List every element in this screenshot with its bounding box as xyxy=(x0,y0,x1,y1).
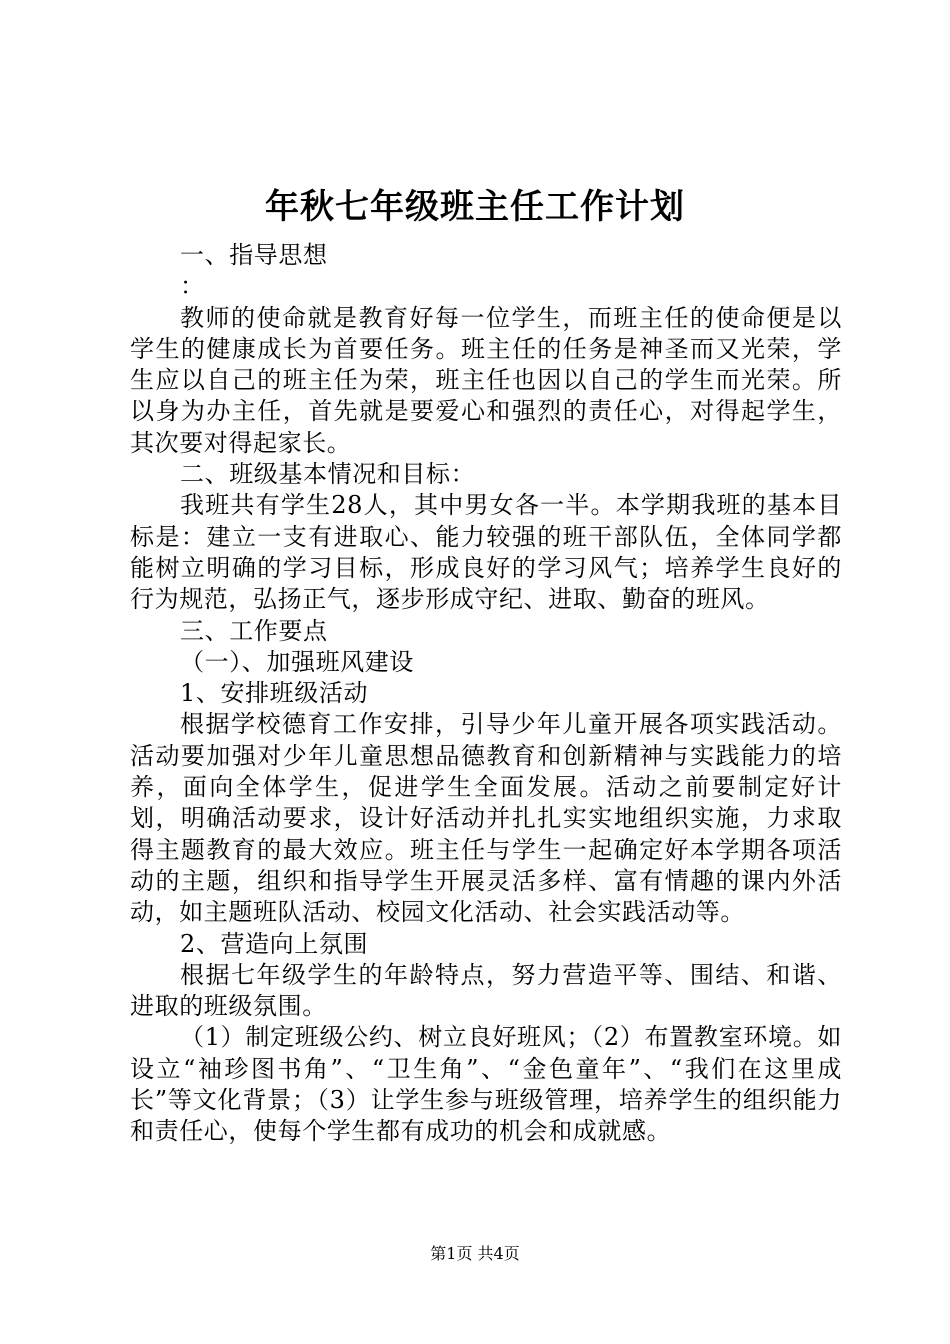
colon-line: ： xyxy=(180,272,205,301)
paragraph-mission: 教师的使命就是教育好每一位学生，而班主任的使命便是以学生的健康成长为首要任务。班主任的任务是神圣而又光荣，学生应以自己的班主任为荣，班主任也因以自己的学生而光荣。所以身为办主任，首先就是要爱心和强烈的责任心，对得起学生，其次要对得起家长。 xyxy=(130,303,842,457)
page-footer: 第1页 共4页 xyxy=(430,1244,520,1263)
paragraph-measures: （1）制定班级公约、树立良好班风；（2）布置教室环境。如设立“袖珍图书角”、“卫生角”、“金色童年”、“我们在这里成长”等文化背景；（3）让学生参与班级管理，培养学生的组织能力和责任心，使每个学生都有成功的机会和成就感。 xyxy=(130,1023,842,1146)
section-heading-guiding-thought: 一、指导思想 xyxy=(180,241,328,269)
document-body xyxy=(130,240,842,1148)
document-title: 年秋七年级班主任工作计划 xyxy=(265,187,685,227)
paragraph-activities: 根据学校德育工作安排，引导少年儿童开展各项实践活动。活动要加强对少年儿童思想品德教育和创新精神与实践能力的培养，面向全体学生，促进学生全面发展。活动之前要制定好计划，明确活动要求，设计好活动并扎扎实实地组织实施，力求取得主题教育的最大效应。班主任与学生一起确定好本学期各项活动的主题，组织和指导学生开展灵活多样、富有情趣的课内外活动，如主题班队活动、校园文化活动、社会实践活动等。 xyxy=(130,710,842,927)
paragraph-class-goals: 我班共有学生28人，其中男女各一半。本学期我班的基本目标是：建立一支有进取心、能力较强的班干部队伍，全体同学都能树立明确的学习目标，形成良好的学习风气；培养学生良好的行为规范，弘扬正气，逐步形成守纪、进取、勤奋的班风。 xyxy=(130,491,842,614)
section-heading-class-overview: 二、班级基本情况和目标： xyxy=(180,460,476,489)
subheading-arrange-activities: 1、安排班级活动 xyxy=(180,679,369,708)
subheading-class-culture: （一）、加强班风建设 xyxy=(180,647,414,676)
section-heading-work-points: 三、工作要点 xyxy=(180,616,328,645)
paragraph-atmosphere: 根据七年级学生的年龄特点，努力营造平等、围结、和谐、进取的班级氛围。 xyxy=(130,960,842,1021)
subheading-atmosphere: 2、营造向上氛围 xyxy=(180,929,369,958)
